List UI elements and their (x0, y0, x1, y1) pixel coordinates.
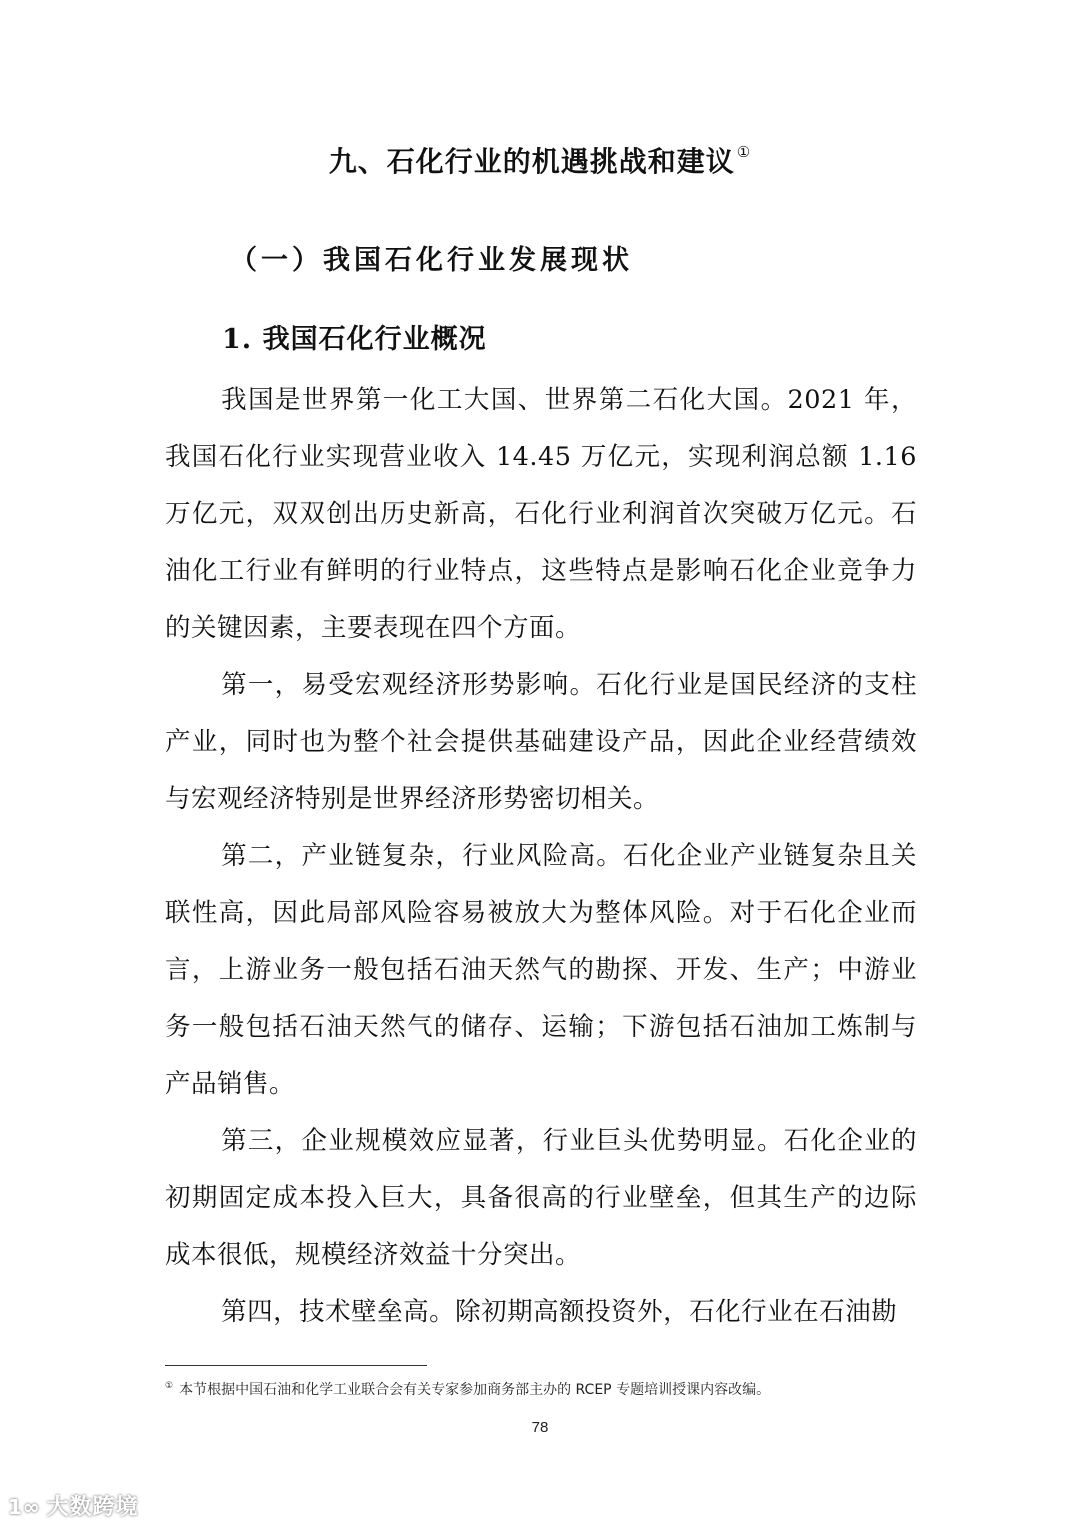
paragraph-overview: 我国是世界第一化工大国、世界第二石化大国。2021 年，我国石化行业实现营业收入 14.45 万亿元，实现利润总额 1.16 万亿元，双双创出历史新高，石化行业利润首次突破万亿元。石油化工行业有鲜明的行业特点，这些特点是影响石化企业竞争力的关键因素，主要表现在四个方面。 (165, 385, 917, 643)
footnote-divider (165, 1365, 427, 1366)
section-title-text: 九、石化行业的机遇挑战和建议 (328, 145, 735, 178)
footnote-ref[interactable]: ① (736, 143, 752, 161)
watermark-text: 大数跨境 (46, 1495, 139, 1520)
watermark-logo-icon: 1∞ (8, 1495, 41, 1519)
subsection-title: （一）我国石化行业发展现状 (230, 245, 633, 276)
page-number: 78 (531, 1419, 549, 1436)
footnote (165, 1379, 770, 1399)
paragraph-fourth-point: 第四，技术壁垒高。除初期高额投资外，石化行业在石油勘 (221, 1297, 898, 1327)
body-text (165, 372, 917, 1341)
watermark (8, 1490, 139, 1521)
paragraph-first-point: 第一，易受宏观经济形势影响。石化行业是国民经济的支柱产业，同时也为整个社会提供基础建设产品，因此企业经营绩效与宏观经济特别是世界经济形势密切相关。 (165, 670, 917, 814)
footnote-text: 本节根据中国石油和化学工业联合会有关专家参加商务部主办的 RCEP 专题培训授课内容改编。 (179, 1382, 771, 1398)
paragraph-third-point: 第三，企业规模效应显著，行业巨头优势明显。石化企业的初期固定成本投入巨大，具备很高的行业壁垒，但其生产的边际成本很低，规模经济效益十分突出。 (165, 1126, 917, 1270)
section-title (0, 140, 1080, 180)
footnote-marker: ① (165, 1381, 174, 1392)
sub-subsection-title: 1. 我国石化行业概况 (222, 324, 487, 355)
paragraph-second-point: 第二，产业链复杂，行业风险高。石化企业产业链复杂且关联性高，因此局部风险容易被放大为整体风险。对于石化企业而言，上游业务一般包括石油天然气的勘探、开发、生产；中游业务一般包括石油天然气的储存、运输；下游包括石油加工炼制与产品销售。 (165, 841, 917, 1099)
